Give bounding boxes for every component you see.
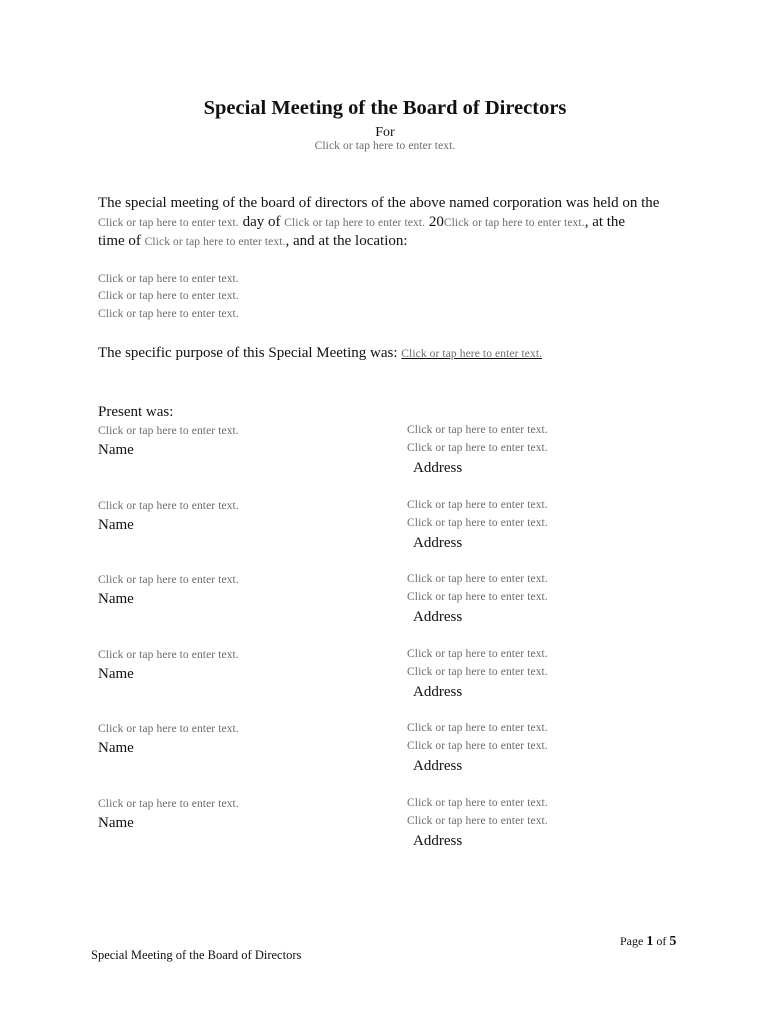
attendee-address-label: Address: [413, 535, 463, 551]
attendee-address-label: Address: [413, 833, 463, 849]
year-prefix: 20: [428, 214, 444, 230]
attendee-name-field[interactable]: Click or tap here to enter text.: [98, 798, 239, 810]
attendee-address-field-2[interactable]: Click or tap here to enter text.: [407, 740, 548, 752]
location-field-1[interactable]: Click or tap here to enter text.: [98, 273, 239, 285]
day-of-text: day of: [242, 214, 281, 230]
attendee-name-field[interactable]: Click or tap here to enter text.: [98, 574, 239, 586]
present-was-label: Present was:: [98, 404, 174, 420]
attendee-name-field[interactable]: Click or tap here to enter text.: [98, 425, 239, 437]
and-location-text: , and at the location:: [285, 233, 408, 249]
attendee-address-label: Address: [413, 460, 463, 476]
at-the-text: , at the: [584, 214, 626, 230]
attendee-name-label: Name: [98, 666, 134, 682]
of-word: of: [656, 934, 667, 948]
attendee-address-field-1[interactable]: Click or tap here to enter text.: [407, 499, 548, 511]
attendee-name-field[interactable]: Click or tap here to enter text.: [98, 500, 239, 512]
attendee-address-field-1[interactable]: Click or tap here to enter text.: [407, 424, 548, 436]
attendee-address-field-2[interactable]: Click or tap here to enter text.: [407, 517, 548, 529]
page-total: 5: [669, 934, 677, 949]
attendee-name-label: Name: [98, 740, 134, 756]
month-field[interactable]: Click or tap here to enter text.: [284, 217, 426, 229]
footer-title: Special Meeting of the Board of Directors: [91, 948, 302, 962]
for-label: For: [375, 125, 395, 140]
page-word: Page: [620, 934, 644, 948]
attendee-address-field-1[interactable]: Click or tap here to enter text.: [407, 722, 548, 734]
page-number: [620, 934, 676, 950]
page-current: 1: [646, 934, 654, 949]
corporation-name-field[interactable]: Click or tap here to enter text.: [314, 140, 456, 152]
attendee-name-field[interactable]: Click or tap here to enter text.: [98, 723, 239, 735]
attendee-name-label: Name: [98, 517, 134, 533]
attendee-address-field-2[interactable]: Click or tap here to enter text.: [407, 815, 548, 827]
purpose-field[interactable]: Click or tap here to enter text.: [401, 348, 543, 360]
time-field[interactable]: Click or tap here to enter text.: [144, 236, 286, 248]
attendee-name-label: Name: [98, 815, 134, 831]
document-title: Special Meeting of the Board of Directors: [203, 97, 567, 119]
intro-line-3: [98, 233, 408, 250]
attendee-address-field-1[interactable]: Click or tap here to enter text.: [407, 648, 548, 660]
attendee-name-field[interactable]: Click or tap here to enter text.: [98, 649, 239, 661]
year-field[interactable]: Click or tap here to enter text.: [443, 217, 585, 229]
attendee-address-label: Address: [413, 684, 463, 700]
location-field-2[interactable]: Click or tap here to enter text.: [98, 290, 239, 302]
attendee-address-field-2[interactable]: Click or tap here to enter text.: [407, 442, 548, 454]
location-field-3[interactable]: Click or tap here to enter text.: [98, 308, 239, 320]
purpose-label: The specific purpose of this Special Meeting was:: [98, 345, 398, 361]
attendee-address-field-2[interactable]: Click or tap here to enter text.: [407, 666, 548, 678]
intro-line-1: The special meeting of the board of directors of the above named corporation was held on the: [98, 195, 660, 211]
purpose-line: [98, 345, 542, 362]
intro-line-2: [98, 214, 625, 231]
day-field[interactable]: Click or tap here to enter text.: [98, 217, 239, 229]
attendee-address-field-1[interactable]: Click or tap here to enter text.: [407, 573, 548, 585]
attendee-address-label: Address: [413, 758, 463, 774]
attendee-name-label: Name: [98, 442, 134, 458]
attendee-address-field-2[interactable]: Click or tap here to enter text.: [407, 591, 548, 603]
attendee-address-field-1[interactable]: Click or tap here to enter text.: [407, 797, 548, 809]
attendee-name-label: Name: [98, 591, 134, 607]
attendee-address-label: Address: [413, 609, 463, 625]
time-of-text: time of: [98, 233, 141, 249]
